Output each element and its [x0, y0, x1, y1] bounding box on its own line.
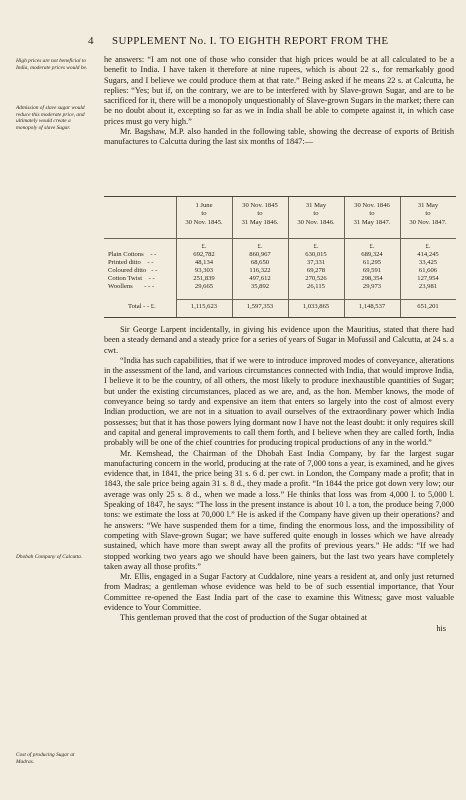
- table-cell: 61,606: [418, 267, 438, 274]
- paragraph-kemshead: Mr. Kemshead, the Chairman of the Dhobah East India Company, by far the largest sugar manufacturing concern in the world, producing at the rate of 7,000 tons a year, is examined, and he gives evidence that, in 1841, the price being 31 s. 6 d. per cwt. in London, the Company made a profit; that in 1843, the sale price being again 31 s. 8 d., they made a profit. “In 1844 the price got down very low; our average was only 25 s. 8 d., when we made a loss.” He thinks that loss was from 4,000 l. to 5,000 l. Speaking of 1847, he says: “The loss in the present instance is about 10 l. a ton, the produce being 7,000 tons: we estimate the loss at 70,000 l.” He is asked if the Company have given up their operations? and he answers: “We have suspended them for a time, finding the enormous loss, and the impossibility of competing with Slave-grown Sugar; we have suffered quite enough in losses which we have already sustained, which have more than swept away all the profits of previous years.” He adds: “If we had stopped working two years ago we should have been gainers, but the last two years have completely taken away all those profits.”: [104, 448, 454, 571]
- unit-label: £.: [201, 243, 207, 250]
- total-cell: 651,201: [417, 303, 439, 310]
- paragraph-cost-production: This gentleman proved that the cost of production of the Sugar obtained at: [120, 613, 367, 623]
- paragraph-larpent: Sir George Larpent incidentally, in giving his evidence upon the Mauritius, stated that there had been a steady demand and a steady price for a series of years of Sugar in Mofussil and Calcutta, at 24 s. a cwt.: [104, 325, 454, 355]
- table-row-label: Printed ditto - -: [108, 259, 154, 266]
- column-header: 30 Nov. 1845 to 31 May 1846.: [241, 202, 279, 226]
- column-header: 31 May to 30 Nov. 1846.: [297, 202, 335, 226]
- page-number: 4: [88, 35, 94, 47]
- paragraph-bagshaw: Mr. Bagshaw, M.P. also handed in the following table, showing the decrease of exports of British manufactures to Calcutta during the last six months of 1847:—: [104, 127, 454, 147]
- column-header: 31 May to 30 Nov. 1847.: [409, 202, 447, 226]
- unit-label: £.: [425, 243, 431, 250]
- total-rule: [176, 299, 456, 300]
- table-row-label: Coloured ditto - -: [108, 267, 158, 274]
- table-cell: 48,134: [194, 259, 214, 266]
- table-cell: 26,115: [307, 283, 325, 290]
- table-cell: 35,892: [250, 283, 270, 290]
- margin-note-dhobah-company: Dhobah Company of Calcutta.: [16, 554, 83, 560]
- table-cell: 630,015: [305, 251, 327, 258]
- table-cell: 69,591: [362, 267, 382, 274]
- table-cell: 497,612: [249, 275, 271, 282]
- table-cell: 33,425: [418, 259, 438, 266]
- unit-label: £.: [257, 243, 263, 250]
- table-cell: 116,322: [249, 267, 271, 274]
- table-cell: 61,295: [362, 259, 382, 266]
- table-cell: 29,665: [194, 283, 214, 290]
- table-cell: 23,981: [418, 283, 438, 290]
- page-header: [88, 35, 458, 49]
- table-row-label: Cotton Twist - -: [108, 275, 155, 282]
- table-cell: 298,354: [361, 275, 383, 282]
- margin-note-high-prices: High prices are not beneficial to India, moderate prices would be.: [16, 58, 88, 71]
- paragraph-ellis: Mr. Ellis, engaged in a Sugar Factory at Cuddalore, nine years a resident at, and only just returned from Madras; a gentleman whose evidence was held to be of such essential importance, that Your Committee re-opened the East India part of the case to examine this Witness; gave most valuable evidence to Your Committee.: [104, 572, 454, 613]
- paragraph-india-capabilities: “India has such capabilities, that if we were to introduce improved modes of conveyance, alterations in the assessment of the land, and various circumstances connected with India, that would improve India, I believe it to be the country, of all others, the most likely to produce inexhaustible quantities of Sugar; but under the existing circumstances, placed as we are, and, as the hon. Member knows, the mode of conveyance being so tardy and expensive an item that enters so largely into the cost of almost every Indian production, we are not in a situation to avail ourselves of the extraordinary power which India possesses; but that it has those powers lying dormant now I have not the least doubt: it only requires skill and capital and general improvements to call them forth, and I believe when they are called forth, India probably will be one of the chief countries for producing tropical productions of any in the world.”: [104, 355, 454, 448]
- margin-note-slave-sugar: Admission of slave sugar would reduce this moderate price, and ultimately would create a monopoly of slave Sugar.: [16, 105, 85, 131]
- running-title: SUPPLEMENT No. I. TO EIGHTH REPORT FROM THE: [112, 35, 389, 47]
- table-cell: 251,839: [193, 275, 215, 282]
- column-header: 30 Nov. 1846 to 31 May 1847.: [353, 202, 391, 226]
- total-cell: 1,115,623: [190, 303, 218, 310]
- body-block-bottom: [104, 325, 454, 634]
- table-cell: 270,526: [305, 275, 327, 282]
- total-label: Total - - £.: [128, 303, 156, 310]
- table-cell: 68,650: [250, 259, 270, 266]
- total-cell: 1,033,865: [302, 303, 330, 310]
- exports-table: [104, 196, 456, 318]
- paragraph-answers: he answers: “I am not one of those who consider that high prices would be at all calculated to be a benefit to India. I have taken it therefore at nine rupees, which is about 22 s., for remarkably good Sugars, and I believe we could produce them at that rate.” Being asked if he means 22 s. at Calcutta, he replies: “Yes; but if, on the contrary, we are to be interfered with by Slave-grown Sugar, and are to be sacrificed for it, there will be a monopoly unquestionably of Slave-grown Sugars in the market; there can be no doubt about it, excepting so far as we in India shall be able to compete against it, in which case prices must go very high.”: [104, 55, 454, 126]
- total-cell: 1,148,537: [358, 303, 386, 310]
- table-cell: 414,245: [417, 251, 439, 258]
- total-cell: 1,597,353: [246, 303, 274, 310]
- table-cell: 692,782: [193, 251, 215, 258]
- catchword: his: [436, 623, 446, 633]
- table-row-label: Woollens - - -: [108, 283, 155, 290]
- unit-label: £.: [313, 243, 319, 250]
- table-cell: 860,967: [249, 251, 271, 258]
- table-cell: 29,973: [362, 283, 382, 290]
- table-cell: 69,278: [306, 267, 326, 274]
- header-rule: [104, 238, 456, 239]
- margin-note-madras-cost: Cost of producing Sugar at Madras.: [16, 752, 75, 765]
- body-block-top: [104, 55, 454, 148]
- table-cell: 689,324: [361, 251, 383, 258]
- table-cell: 93,303: [194, 267, 214, 274]
- unit-label: £.: [369, 243, 375, 250]
- table-cell: 37,331: [306, 259, 326, 266]
- table-row-label: Plain Cottons - -: [108, 251, 157, 258]
- column-header: 1 June to 30 Nov. 1845.: [185, 202, 223, 226]
- table-cell: 127,954: [417, 275, 439, 282]
